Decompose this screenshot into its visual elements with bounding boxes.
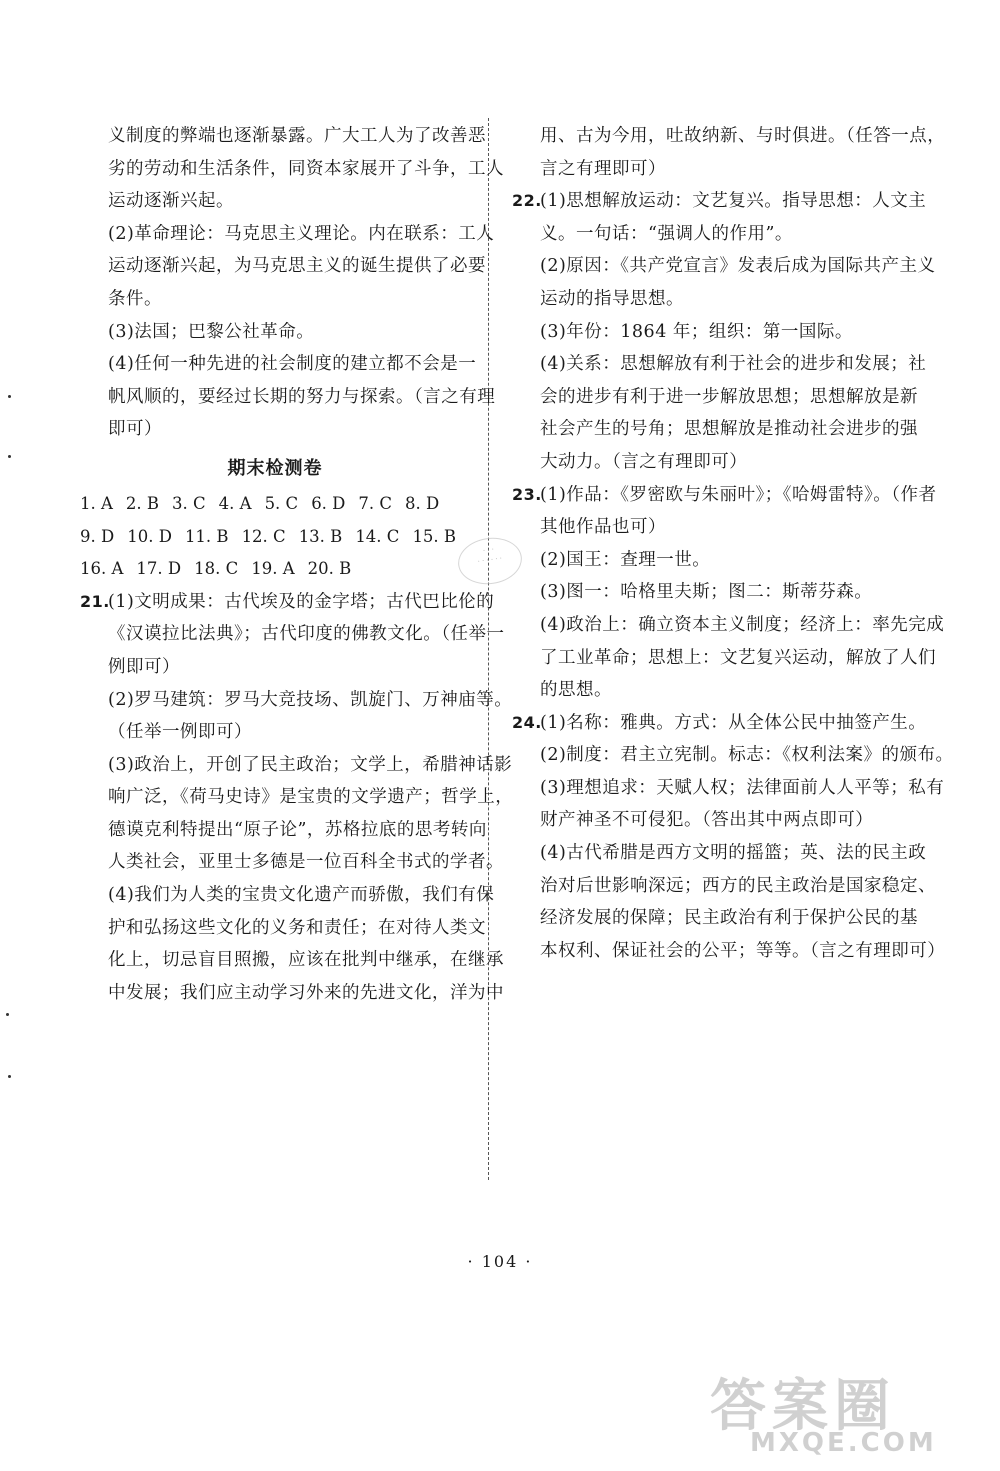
answer-text: 本权利、保证社会的公平；等等。（言之有理即可） [540, 940, 946, 961]
answer-line [512, 511, 892, 544]
answer-line [80, 814, 487, 847]
left-continued-answer [80, 120, 504, 446]
mc-row [80, 521, 470, 554]
answer-text: 治对后世影响深远；西方的民主政治是国家稳定、 [540, 875, 936, 896]
answer-line [80, 912, 486, 945]
answer-text: (2)罗马建筑：罗马大竞技场、凯旋门、万神庙等。 [108, 689, 513, 710]
answer-text: 护和弘扬这些文化的义务和责任；在对待人类文 [108, 917, 486, 938]
answer-line [512, 250, 936, 283]
answer-text: (4)古代希腊是西方文明的摇篮；英、法的民主政 [540, 843, 927, 864]
mc-item: 19. A [251, 559, 295, 579]
answer-text: （任举一例即可） [108, 722, 252, 743]
answer-text: (2)原因：《共产党宣言》发表后成为国际共产主义 [540, 256, 936, 277]
scan-speck [8, 395, 11, 398]
mc-item: 8. D [405, 493, 440, 513]
right-continued-answer [512, 120, 946, 185]
answer-line [512, 185, 927, 218]
answer-line [80, 684, 513, 717]
answer-line: (4)任何一种先进的社会制度的建立都不会是一 [108, 354, 477, 375]
answer-line [80, 651, 470, 684]
answer-line: 用、古为今用，吐故纳新、与时俱进。（任答一点， [540, 126, 946, 146]
mc-item: 6. D [311, 493, 346, 513]
mc-row [80, 488, 470, 521]
answer-line [512, 348, 927, 381]
answer-line [512, 413, 918, 446]
answer-line: 言之有理即可） [540, 158, 666, 179]
answer-text: 大动力。（言之有理即可） [540, 451, 748, 472]
mc-item: 1. A [80, 493, 113, 513]
answer-text: (4)关系：思想解放有利于社会的进步和发展；社 [540, 354, 927, 375]
answer-line [512, 935, 946, 968]
answer-line: 劣的劳动和生活条件，同资本家展开了斗争，工人 [108, 158, 504, 179]
mc-item: 17. D [136, 559, 182, 579]
scan-speck [8, 1075, 11, 1078]
answer-line [80, 618, 505, 651]
answer-text: 义。一句话：“强调人的作用”。 [540, 223, 793, 244]
mc-item: 5. C [264, 493, 299, 513]
answer-line [512, 674, 892, 707]
question-number: 24. [512, 712, 542, 732]
question-block [512, 185, 936, 478]
watermark-logo [710, 1362, 980, 1462]
answer-line [80, 846, 504, 879]
mc-item: 12. C [241, 526, 286, 546]
answer-text: (1)文明成果：古代埃及的金字塔；古代巴比伦的 [108, 591, 495, 612]
answer-text: 响广泛，《荷马史诗》是宝贵的文学遗产；哲学上， [108, 787, 514, 808]
answer-text: (1)作品：《罗密欧与朱丽叶》；《哈姆雷特》。（作者 [540, 484, 937, 505]
answer-line [512, 870, 936, 903]
mc-item: 18. C [194, 559, 239, 579]
section-title: 期末检测卷 [227, 457, 323, 479]
answer-line [80, 944, 504, 977]
mc-item: 7. C [358, 493, 393, 513]
answer-text: 财产神圣不可侵犯。（答出其中两点即可） [540, 810, 874, 831]
answer-line [512, 316, 892, 349]
mc-row [80, 553, 470, 586]
answer-line: 条件。 [108, 288, 162, 309]
right-questions [512, 185, 954, 967]
answer-line [80, 586, 495, 619]
mc-item: 9. D [80, 526, 115, 546]
answer-line [512, 479, 937, 512]
multiple-choice-answers [80, 488, 470, 586]
answer-text: 例即可） [108, 656, 180, 677]
scan-speck [8, 455, 11, 458]
answer-line [512, 218, 892, 251]
answer-line: 义制度的弊端也逐渐暴露。广大工人为了改善恶 [108, 126, 486, 146]
answer-line [512, 446, 892, 479]
right-column [512, 120, 954, 967]
question-block [512, 479, 945, 707]
mc-item: 3. C [172, 493, 206, 513]
answer-text: (2)制度：君主立宪制。标志：《权利法案》的颁布。 [540, 745, 954, 766]
answer-text: 中发展；我们应主动学习外来的先进文化，洋为中 [108, 982, 504, 1003]
page-number: · 104 · [467, 1252, 533, 1271]
answer-line: 即可） [108, 419, 162, 440]
answer-text: (3)政治上，开创了民主政治；文学上，希腊神话影 [108, 754, 513, 775]
answer-text: 人类社会，亚里士多德是一位百科全书式的学者。 [108, 852, 504, 873]
answer-text: 的思想。 [540, 680, 612, 701]
mc-item: 4. A [218, 493, 252, 513]
question-21 [80, 586, 514, 1010]
mc-item: 16. A [80, 559, 124, 579]
answer-line [80, 716, 470, 749]
answer-line [512, 609, 945, 642]
answer-line [512, 739, 954, 772]
stamp-mark: · · · · · · · · · [455, 534, 525, 588]
answer-line [80, 977, 504, 1010]
answer-text: 了工业革命；思想上：文艺复兴运动，解放了人们 [540, 647, 936, 668]
answer-text: 其他作品也可） [540, 517, 666, 538]
answer-line: 运动逐渐兴起，为马克思主义的诞生提供了必要 [108, 256, 486, 277]
answer-text: (3)图一：哈格里夫斯；图二：斯蒂芬森。 [540, 582, 873, 603]
answer-line [80, 879, 495, 912]
watermark-cn: 答案圈 [710, 1374, 896, 1439]
answer-text: 德谟克利特提出“原子论”，苏格拉底的思考转向 [108, 819, 487, 840]
answer-text: 会的进步有利于进一步解放思想；思想解放是新 [540, 386, 918, 407]
answer-text: 运动的指导思想。 [540, 288, 684, 309]
answer-line [512, 837, 927, 870]
answer-line [80, 781, 514, 814]
question-number: 21. [80, 591, 110, 611]
answer-line [80, 749, 513, 782]
answer-text: (4)我们为人类的宝贵文化遗产而骄傲，我们有保 [108, 885, 495, 906]
question-number: 23. [512, 484, 542, 504]
mc-item: 20. B [307, 559, 352, 579]
answer-text: (3)年份：1864 年；组织：第一国际。 [540, 321, 853, 342]
question-block [512, 707, 954, 968]
mc-item: 10. D [127, 526, 172, 546]
answer-text: 《汉谟拉比法典》；古代印度的佛教文化。（任举一 [108, 624, 505, 645]
answer-line [512, 902, 918, 935]
mc-item: 15. B [412, 526, 457, 546]
answer-line [512, 772, 945, 805]
answer-line [512, 544, 892, 577]
answer-text: 经济发展的保障；民主政治有利于保护公民的基 [540, 908, 918, 929]
answer-text: 社会产生的号角；思想解放是推动社会进步的强 [540, 419, 918, 440]
mc-item: 2. B [125, 493, 160, 513]
mc-item: 14. C [355, 526, 400, 546]
question-number: 22. [512, 191, 542, 211]
answer-line: (2)革命理论：马克思主义理论。内在联系：工人 [108, 223, 495, 244]
answer-text: (1)名称：雅典。方式：从全体公民中抽签产生。 [540, 712, 927, 733]
answer-line: (3)法国；巴黎公社革命。 [108, 321, 315, 342]
watermark-en: MXQE.COM [750, 1428, 937, 1458]
answer-line [512, 804, 892, 837]
answer-line: 运动逐渐兴起。 [108, 191, 234, 212]
answer-text: (1)思想解放运动：文艺复兴。指导思想：人文主 [540, 191, 927, 212]
answer-line [512, 642, 936, 675]
answer-text: (4)政治上：确立资本主义制度；经济上：率先完成 [540, 614, 945, 635]
left-column [80, 120, 514, 1009]
answer-text: (2)国王：查理一世。 [540, 549, 711, 570]
scan-speck [6, 1013, 9, 1016]
answer-line [512, 576, 892, 609]
answer-line [512, 283, 892, 316]
mc-item: 13. B [298, 526, 343, 546]
answer-line: 帆风顺的，要经过长期的努力与探索。（言之有理 [108, 386, 496, 407]
answer-line [512, 381, 918, 414]
answer-line [512, 707, 927, 740]
mc-item: 11. B [184, 526, 229, 546]
answer-text: (3)理想追求：天赋人权；法律面前人人平等；私有 [540, 777, 945, 798]
answer-text: 化上，切忌盲目照搬，应该在批判中继承，在继承 [108, 950, 504, 971]
